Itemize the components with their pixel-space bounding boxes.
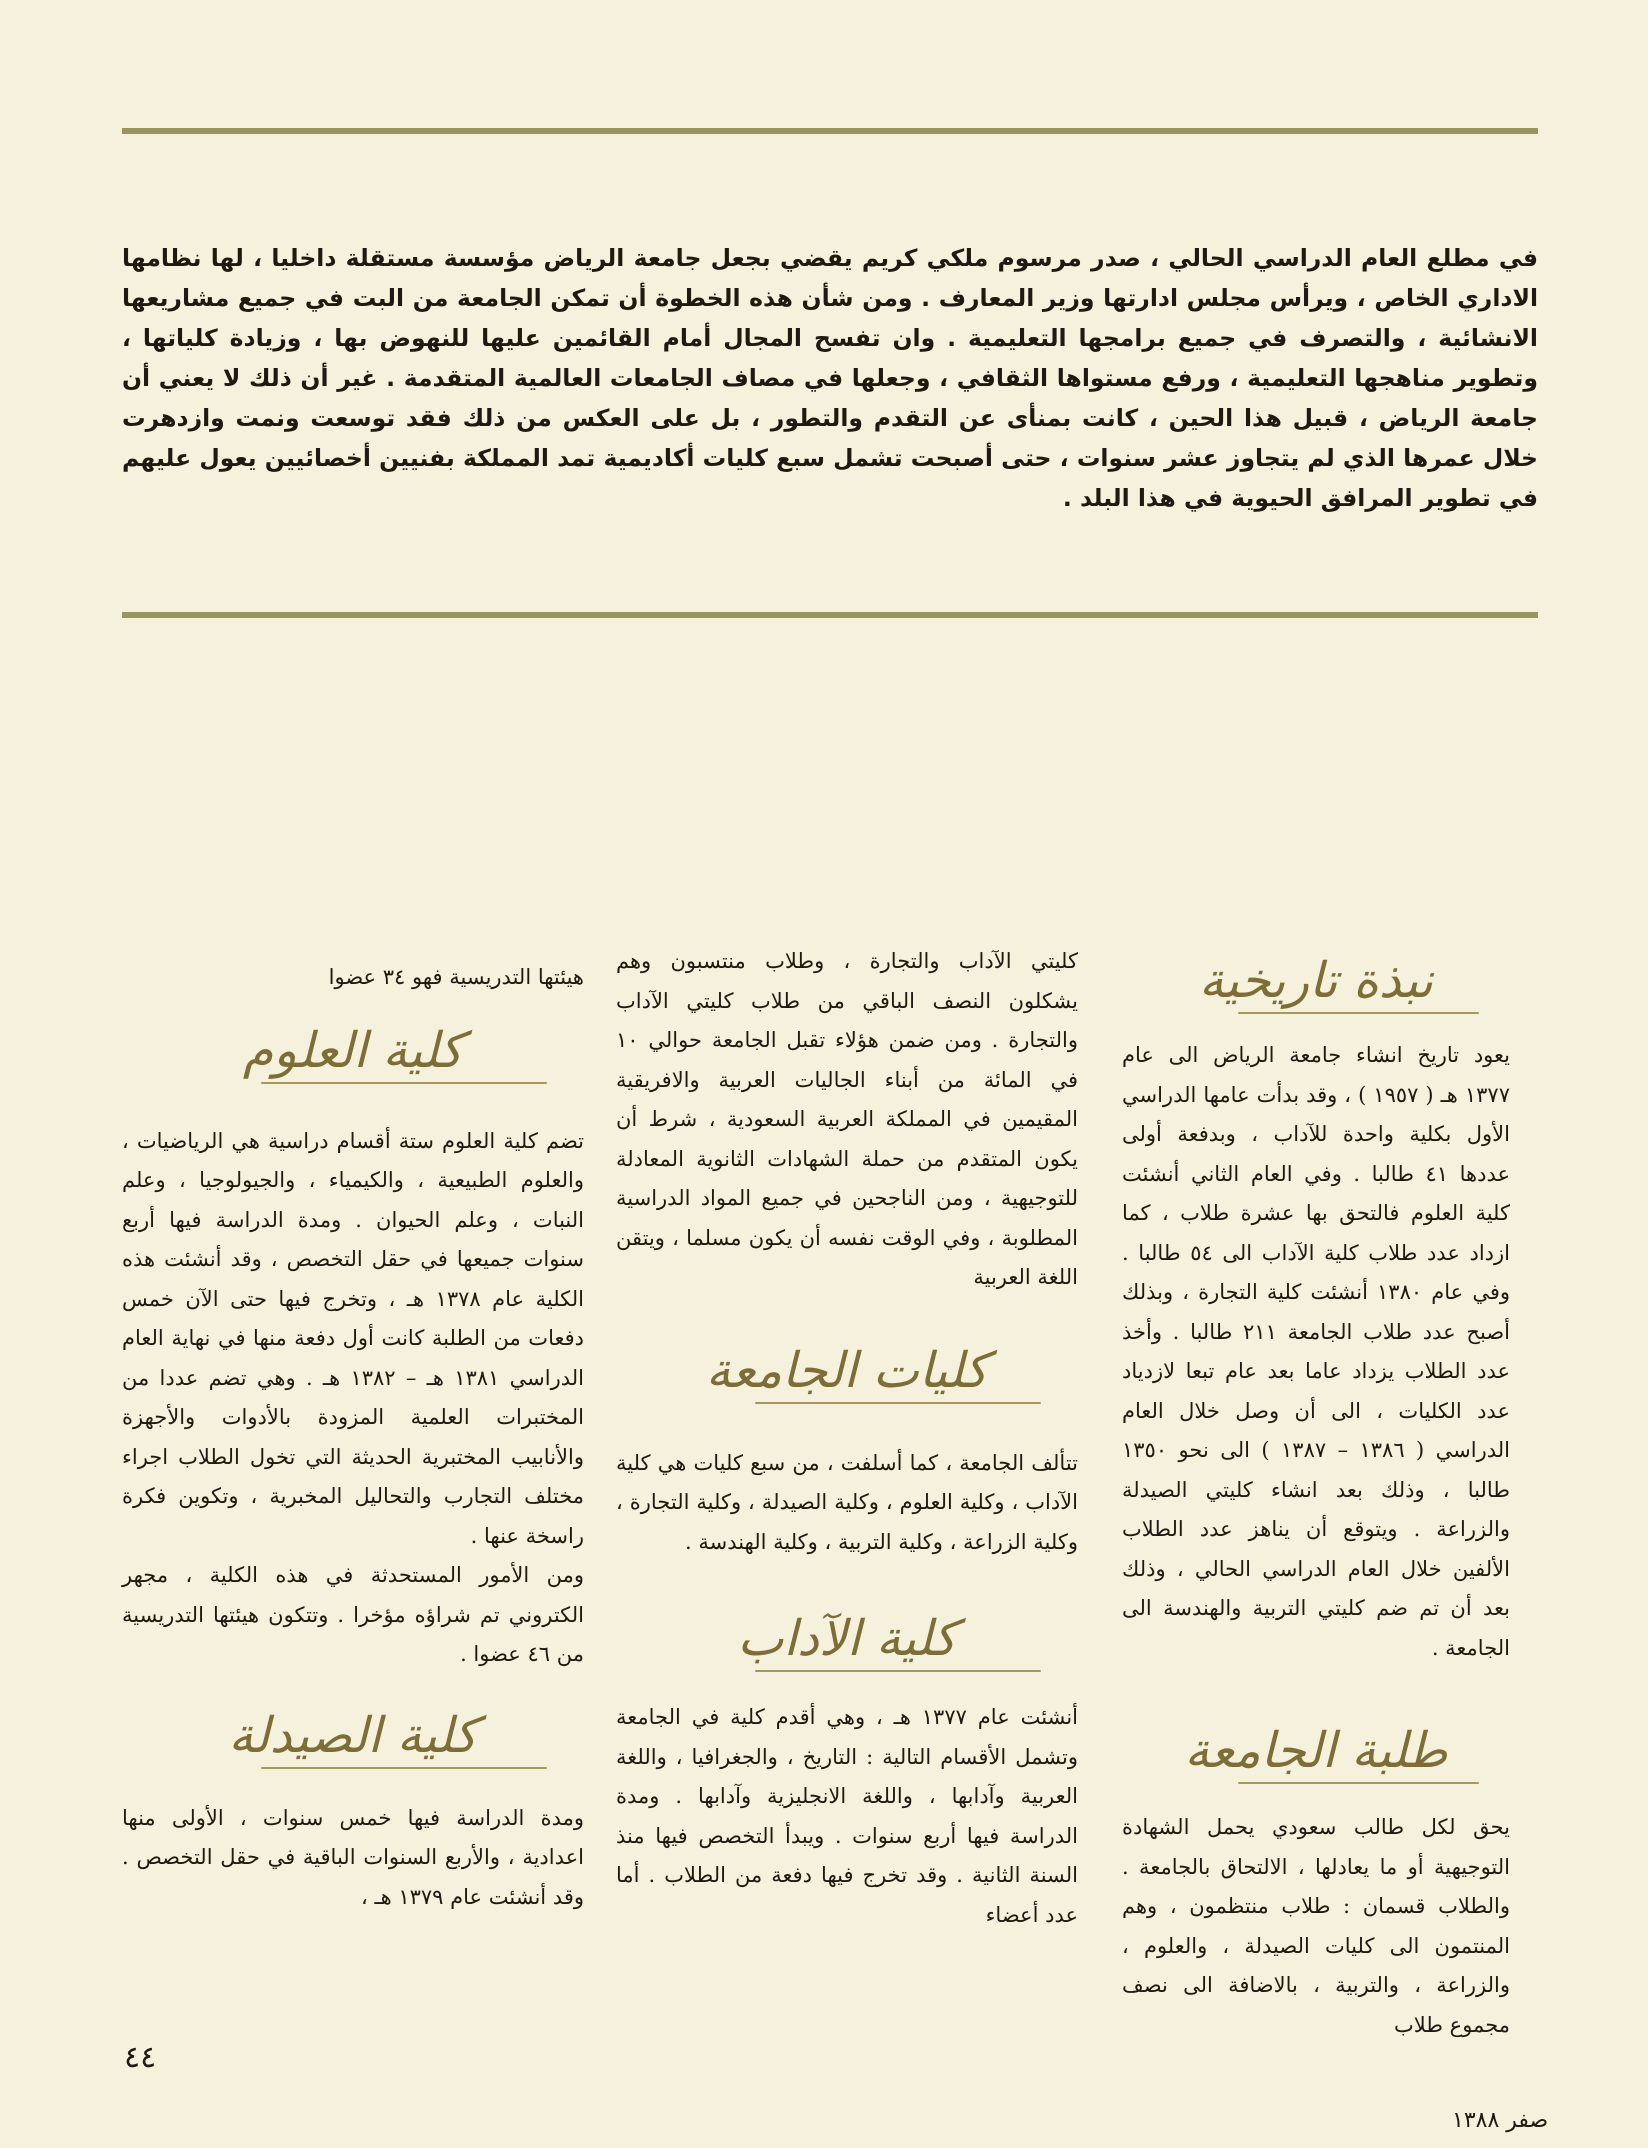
students-paragraph: يحق لكل طالب سعودي يحمل الشهادة التوجيهية أو ما يعادلها ، الالتحاق بالجامعة . والطلاب قسمان : طلاب منتظمون ، وهم المنتمون الى كليات الصيدلة ، والعلوم ، والزراعة ، والتربية ، بالاضافة الى نصف مجموع طلاب	[1122, 1815, 1510, 2037]
left-column	[122, 958, 584, 1917]
top-rule	[122, 128, 1538, 134]
science-paragraph-2: ومن الأمور المستحدثة في هذه الكلية ، مجهر الكتروني تم شراؤه مؤخرا . وتتكون هيئتها التدريسية من ٤٦ عضوا .	[122, 1563, 584, 1666]
middle-column	[616, 942, 1078, 1935]
heading-flourish	[261, 1767, 547, 1769]
heading-science	[122, 1018, 584, 1094]
heading-pharmacy-text: كلية الصيدلة	[228, 1706, 478, 1764]
heading-flourish	[1238, 1782, 1479, 1784]
page-number: ٤٤	[124, 2040, 157, 2075]
heading-pharmacy	[122, 1703, 584, 1779]
heading-arts-text: كلية الآداب	[737, 1610, 957, 1667]
footer-date: صفر ١٣٨٨	[1452, 2108, 1549, 2133]
middle-rule	[122, 612, 1538, 618]
heading-history	[1122, 948, 1510, 1024]
pharmacy-paragraph: ومدة الدراسة فيها خمس سنوات ، الأولى منها اعدادية ، والأربع السنوات الباقية في حقل التخصص . وقد أنشئت عام ١٣٧٩ هـ ،	[122, 1805, 584, 1909]
heading-flourish	[261, 1082, 547, 1084]
arts-paragraph: أنشئت عام ١٣٧٧ هـ ، وهي أقدم كلية في الجامعة وتشمل الأقسام التالية : التاريخ ، والجغرافيا ، واللغة العربية وآدابها ، واللغة الانجليزية وآدابها . ومدة الدراسة فيها أربع سنوات . ويبدأ التخصص فيها منذ السنة الثانية . وقد تخرج فيها دفعة من الطلاب . أما عدد أعضاء	[616, 1705, 1078, 1927]
science-paragraph-1: تضم كلية العلوم ستة أقسام دراسية هي الرياضيات ، والعلوم الطبيعية ، والكيمياء ، والجيولوجيا ، وعلم النبات ، وعلم الحيوان . ومدة الدراسة فيها أربع سنوات جميعها في حقل التخصص ، وقد أنشئت هذه الكلية عام ١٣٧٨ هـ ، وتخرج فيها حتى الآن خمس دفعات من الطلبة كانت أول دفعة منها في نهاية العام الدراسي ١٣٨١ هـ – ١٣٨٢ هـ . وهي تضم عددا من المختبرات العلمية المزودة بالأدوات والأجهزة والأنابيب المختبرية الحديثة التي تخول الطلاب اجراء مختلف التجارب والتحاليل المخبرية ، وتكوين فكرة راسخة عنها .	[122, 1128, 584, 1548]
middle-continued-paragraph: كليتي الآداب والتجارة ، وطلاب منتسبون وهم يشكلون النصف الباقي من طلاب كليتي الآداب والتجارة . ومن ضمن هؤلاء تقبل الجامعة حوالي ١٠ في المائة من أبناء الجاليات العربية والافريقية المقيمين في المملكة العربية السعودية ، شرط أن يكون المتقدم من حملة الشهادات الثانوية المعادلة للتوجيهية ، ومن الناجحين في جميع المواد الدراسية المطلوبة ، وفي الوقت نفسه أن يكون مسلما ، ويتقن اللغة العربية	[616, 949, 1078, 1289]
heading-history-text: نبذة تاريخية	[1199, 952, 1433, 1009]
left-continued-paragraph: هيئتها التدريسية فهو ٣٤ عضوا	[328, 965, 584, 989]
heading-arts	[616, 1606, 1078, 1682]
colleges-paragraph: تتألف الجامعة ، كما أسلفت ، من سبع كليات هي كلية الآداب ، وكلية العلوم ، وكلية الصيدلة ، وكلية التجارة ، وكلية الزراعة ، وكلية التربية ، وكلية الهندسة .	[616, 1450, 1078, 1554]
heading-flourish	[755, 1670, 1041, 1672]
history-paragraph: يعود تاريخ انشاء جامعة الرياض الى عام ١٣٧٧ هـ ( ١٩٥٧ ) ، وقد بدأت عامها الدراسي الأول بكلية واحدة للآداب ، وبدفعة أولى عددها ٤١ طالبا . وفي العام الثاني أنشئت كلية العلوم فالتحق بها عشرة طلاب ، كما ازداد عدد طلاب كلية الآداب الى ٥٤ طالبا . وفي عام ١٣٨٠ أنشئت كلية التجارة ، وبذلك أصبح عدد طلاب الجامعة ٢١١ طالبا . وأخذ عدد الطلاب يزداد عاما بعد عام تبعا لازدياد عدد الكليات ، الى أن وصل خلال العام الدراسي ( ١٣٨٦ – ١٣٨٧ ) الى نحو ١٣٥٠ طالبا ، وذلك بعد انشاء كليتي الصيدلة والزراعة . ويتوقع أن يناهز عدد الطلاب الألفين خلال العام الدراسي الحالي ، وذلك بعد أن تم ضم كليتي التربية والهندسة الى الجامعة .	[1122, 1043, 1510, 1660]
heading-colleges	[616, 1338, 1078, 1414]
heading-flourish	[755, 1402, 1041, 1404]
intro-paragraph: في مطلع العام الدراسي الحالي ، صدر مرسوم ملكي كريم يقضي بجعل جامعة الرياض مؤسسة مستقلة داخليا ، لها نظامها الاداري الخاص ، ويرأس مجلس ادارتها وزير المعارف . ومن شأن هذه الخطوة أن تمكن الجامعة من البت في جميع مشاريعها الانشائية ، والتصرف في جميع برامجها التعليمية . وان تفسح المجال أمام القائمين عليها للنهوض بها ، وزيادة كلياتها ، وتطوير مناهجها التعليمية ، ورفع مستواها الثقافي ، وجعلها في مصاف الجامعات العالمية المتقدمة . غير أن ذلك لا يعني أن جامعة الرياض ، قبيل هذا الحين ، كانت بمنأى عن التقدم والتطور ، بل على العكس من ذلك فقد توسعت ونمت وازدهرت خلال عمرها الذي لم يتجاوز عشر سنوات ، حتى أصبحت تشمل سبع كليات أكاديمية تمد المملكة بفنيين أخصائيين يعول عليهم في تطوير المرافق الحيوية في هذا البلد .	[122, 244, 1538, 512]
heading-flourish	[1238, 1012, 1479, 1014]
heading-science-text: كلية العلوم	[242, 1021, 464, 1079]
heading-colleges-text: كليات الجامعة	[705, 1341, 989, 1399]
heading-students-text: طلبة الجامعة	[1184, 1722, 1448, 1779]
heading-students	[1122, 1718, 1510, 1794]
right-column	[1122, 948, 1510, 2045]
